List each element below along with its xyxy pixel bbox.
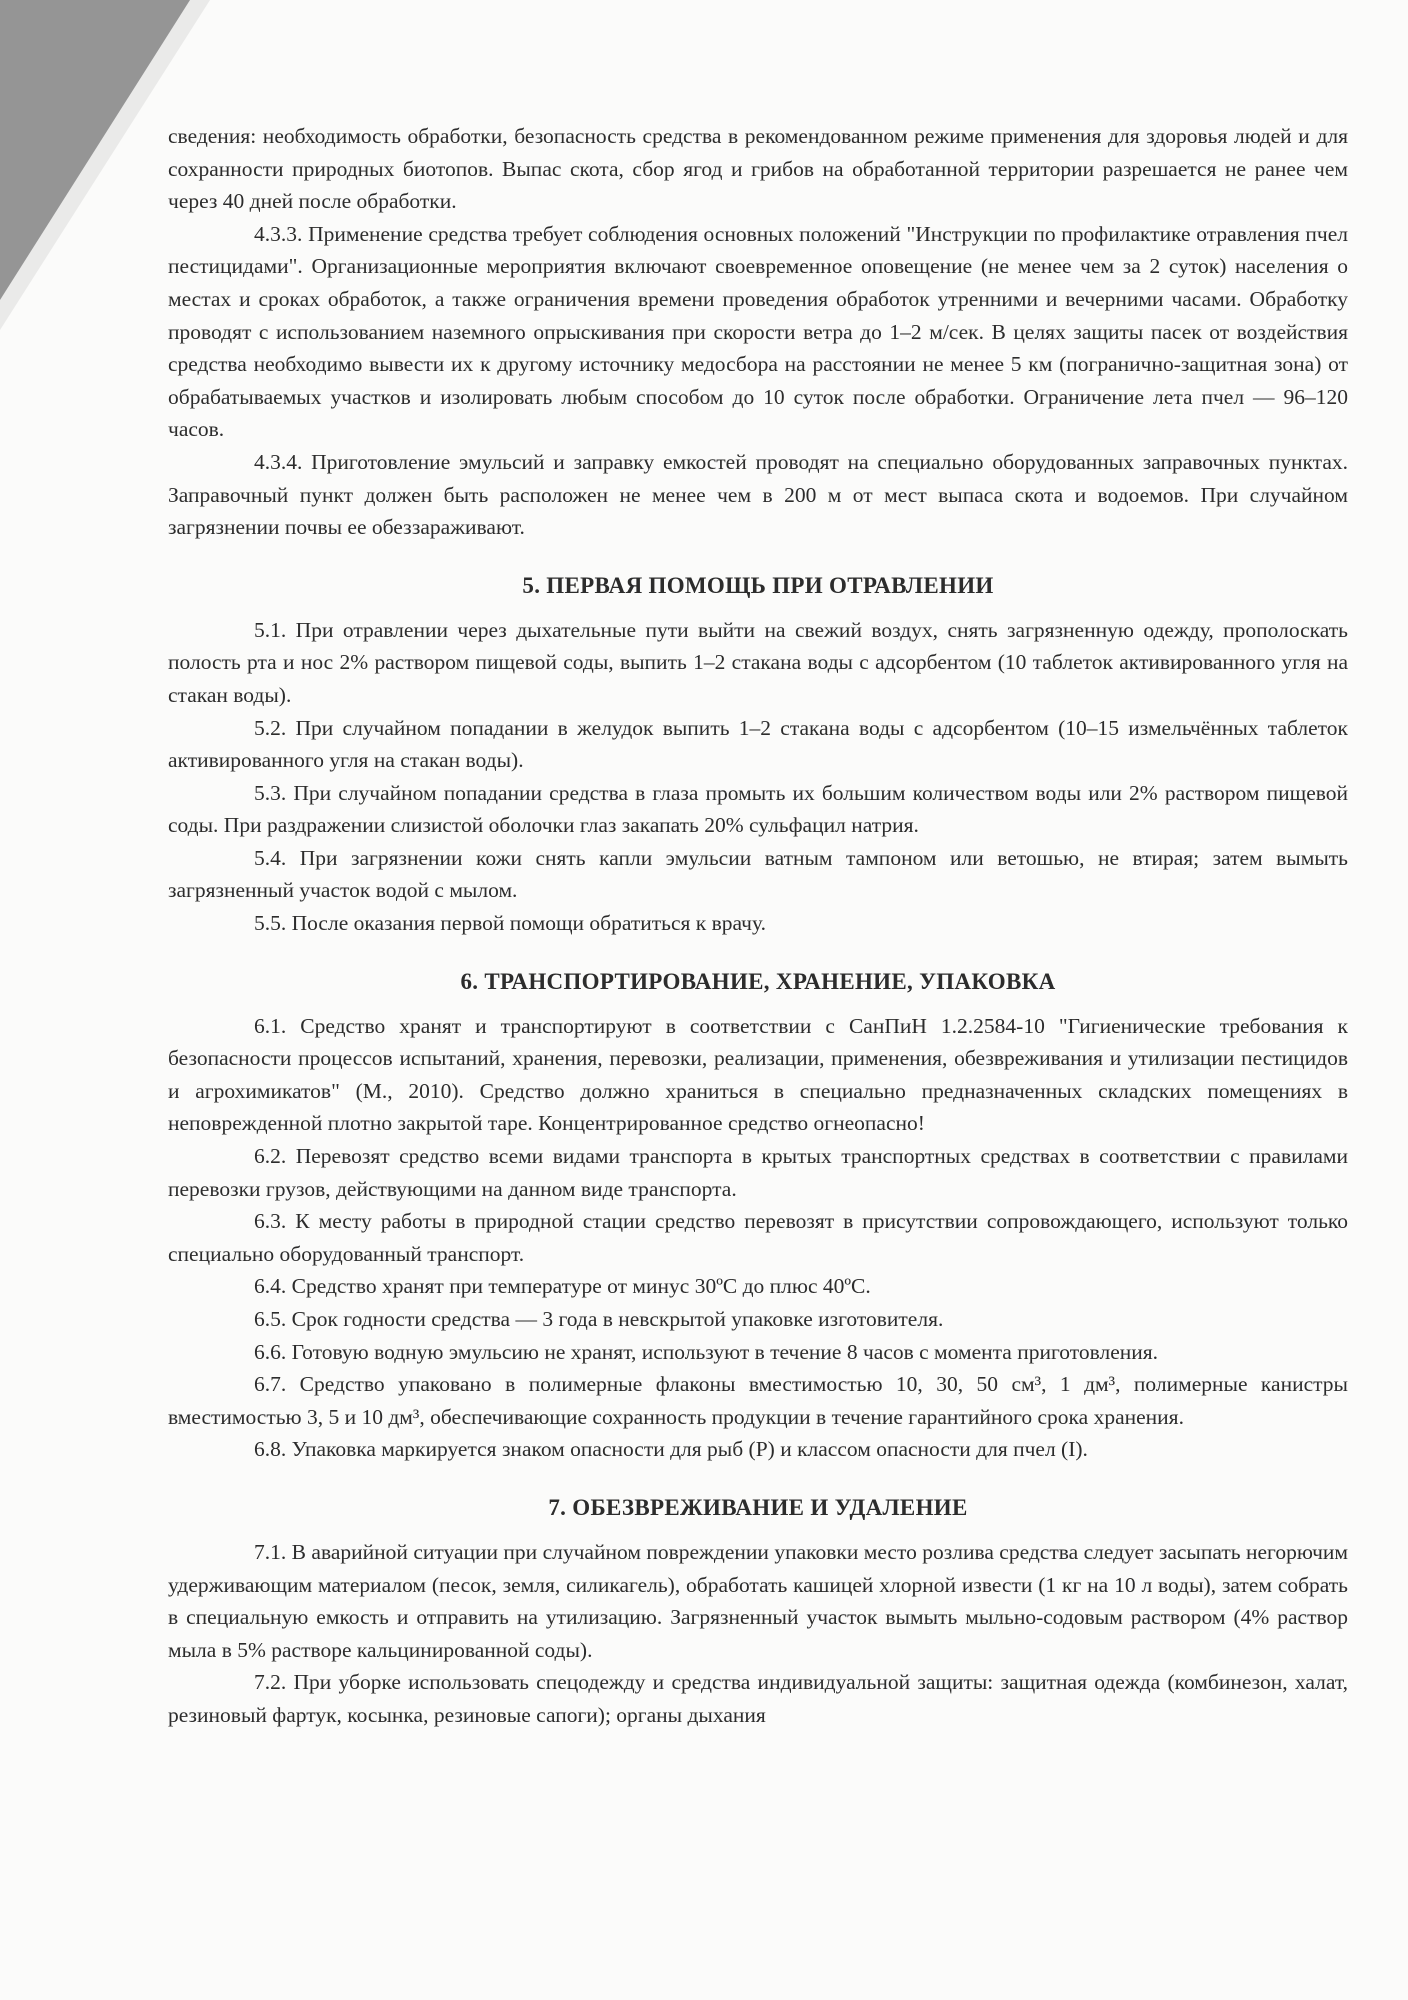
paragraph-4-3-4: 4.3.4. Приготовление эмульсий и заправку емкостей проводят на специально оборудованных заправочных пунктах. Заправочный пункт должен быть расположен не менее чем в 200 м от мест выпаса скота и водоемов. При случайном загрязнении почвы ее обеззараживают. bbox=[168, 449, 1348, 540]
section-6-heading: 6. ТРАНСПОРТИРОВАНИЕ, ХРАНЕНИЕ, УПАКОВКА bbox=[460, 968, 1056, 994]
paragraph-5-4: 5.4. При загрязнении кожи снять капли эмульсии ватным тампоном или ветошью, не втирая; затем вымыть загрязненный участок водой с мылом. bbox=[168, 845, 1348, 903]
section-7-heading: 7. ОБЕЗВРЕЖИВАНИЕ И УДАЛЕНИЕ bbox=[548, 1494, 968, 1520]
document-body bbox=[168, 120, 1348, 1732]
paragraph-6-4: 6.4. Средство хранят при температуре от минус 30ºС до плюс 40ºС. bbox=[254, 1274, 871, 1299]
paragraph-intro: сведения: необходимость обработки, безопасность средства в рекомендованном режиме применения для здоровья людей и для сохранности природных биотопов. Выпас скота, сбор ягод и грибов на обработанной территории разрешается не ранее чем через 40 дней после обработки. bbox=[168, 124, 1348, 214]
paragraph-5-5: 5.5. После оказания первой помощи обратиться к врачу. bbox=[254, 911, 766, 936]
paragraph-6-1: 6.1. Средство хранят и транспортируют в соответствии с СанПиН 1.2.2584-10 "Гигиенические требования к безопасности процессов испытаний, хранения, перевозки, реализации, применения, обезвреживания и утилизации пестицидов и агрохимикатов" (М., 2010). Средство должно храниться в специально предназначенных складских помещениях в неповрежденной плотно закрытой таре. Концентрированное средство огнеопасно! bbox=[168, 1013, 1348, 1136]
paragraph-7-2: 7.2. При уборке использовать спецодежду и средства индивидуальной защиты: защитная одежда (комбинезон, халат, резиновый фартук, косынка, резиновые сапоги); органы дыхания bbox=[168, 1670, 1348, 1727]
paragraph-6-6: 6.6. Готовую водную эмульсию не хранят, используют в течение 8 часов с момента приготовления. bbox=[254, 1339, 1159, 1364]
paragraph-5-1: 5.1. При отравлении через дыхательные пути выйти на свежий воздух, снять загрязненную одежду, прополоскать полость рта и нос 2% раствором пищевой соды, выпить 1–2 стакана воды с адсорбентом (10 таблеток активированного угля на стакан воды). bbox=[168, 617, 1348, 707]
paragraph-6-7: 6.7. Средство упаковано в полимерные флаконы вместимостью 10, 30, 50 см³, 1 дм³, полимерные канистры вместимостью 3, 5 и 10 дм³, обеспечивающие сохранность продукции в течение гарантийного срока хранения. bbox=[168, 1372, 1348, 1429]
paragraph-4-3-3: 4.3.3. Применение средства требует соблюдения основных положений "Инструкции по профилактике отравления пчел пестицидами". Организационные мероприятия включают своевременное оповещение (не менее чем за 2 суток) населения о местах и сроках обработок, а также ограничения времени проведения обработок утренними и вечерними часами. Обработку проводят с использованием наземного опрыскивания при скорости ветра до 1–2 м/сек. В целях защиты пасек от воздействия средства необходимо вывести их к другому источнику медосбора на расстоянии не менее 5 км (погранично-защитная зона) от обрабатываемых участков и изолировать любым способом до 10 суток после обработки. Ограничение лета пчел — 96–120 часов. bbox=[168, 221, 1348, 442]
paragraph-6-8: 6.8. Упаковка маркируется знаком опасности для рыб (Р) и классом опасности для пчел (I). bbox=[254, 1437, 1088, 1462]
paragraph-6-3: 6.3. К месту работы в природной стации средство перевозят в присутствии сопровождающего, используют только специально оборудованный транспорт. bbox=[168, 1209, 1348, 1266]
folded-corner bbox=[0, 0, 190, 300]
paragraph-7-1: 7.1. В аварийной ситуации при случайном повреждении упаковки место розлива средства следует засыпать негорючим удерживающим материалом (песок, земля, силикагель), обработать кашицей хлорной извести (1 кг на 10 л воды), затем собрать в специальную емкость и отправить на утилизацию. Загрязненный участок вымыть мыльно-содовым раствором (4% раствор мыла в 5% растворе кальцинированной соды). bbox=[168, 1539, 1348, 1662]
paragraph-5-3: 5.3. При случайном попадании средства в глаза промыть их большим количеством воды или 2% раствором пищевой соды. При раздражении слизистой оболочки глаз закапать 20% сульфацил натрия. bbox=[168, 780, 1348, 838]
paragraph-5-2: 5.2. При случайном попадании в желудок выпить 1–2 стакана воды с адсорбентом (10–15 измельчённых таблеток активированного угля на стакан воды). bbox=[168, 715, 1348, 773]
paragraph-6-2: 6.2. Перевозят средство всеми видами транспорта в крытых транспортных средствах в соответствии с правилами перевозки грузов, действующими на данном виде транспорта. bbox=[168, 1144, 1348, 1201]
paragraph-6-5: 6.5. Срок годности средства — 3 года в невскрытой упаковке изготовителя. bbox=[254, 1307, 944, 1331]
section-5-heading: 5. ПЕРВАЯ ПОМОЩЬ ПРИ ОТРАВЛЕНИИ bbox=[522, 572, 994, 598]
